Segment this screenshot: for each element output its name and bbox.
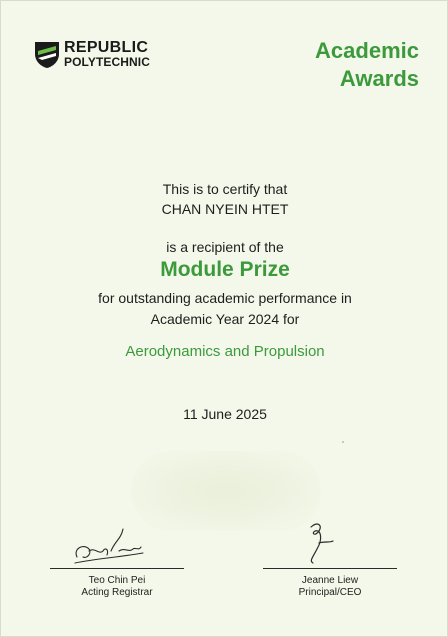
signatory-name: Jeanne Liew xyxy=(301,575,359,586)
heading-line-awards: Awards xyxy=(339,66,419,91)
reason-line-1: for outstanding academic performance in xyxy=(98,290,352,306)
award-date: 11 June 2025 xyxy=(183,406,267,422)
heading-line-academic: Academic xyxy=(315,38,419,63)
reason-line-2: Academic Year 2024 for xyxy=(150,311,300,327)
recipient-of-text: is a recipient of the xyxy=(166,239,284,255)
registrar-signature xyxy=(69,521,149,569)
watermark-emboss xyxy=(131,451,321,531)
signatory-name: Teo Chin Pei xyxy=(88,575,146,586)
certify-intro: This is to certify that xyxy=(162,181,288,197)
logo-text-republic: REPUBLIC xyxy=(64,39,149,56)
academic-awards-heading xyxy=(315,37,419,93)
principal-signature xyxy=(301,519,341,567)
module-name: Aerodynamics and Propulsion xyxy=(125,343,325,360)
signature-line xyxy=(50,568,184,569)
shield-icon xyxy=(34,41,60,69)
prize-title: Module Prize xyxy=(160,258,290,281)
logo-text-polytechnic: POLYTECHNIC xyxy=(64,55,151,69)
paper-speck xyxy=(342,441,344,443)
republic-polytechnic-logo xyxy=(34,39,174,73)
signature-line xyxy=(263,568,397,569)
signatory-title: Acting Registrar xyxy=(81,587,153,598)
signatory-title: Principal/CEO xyxy=(298,587,362,598)
recipient-name: CHAN NYEIN HTET xyxy=(161,201,289,217)
